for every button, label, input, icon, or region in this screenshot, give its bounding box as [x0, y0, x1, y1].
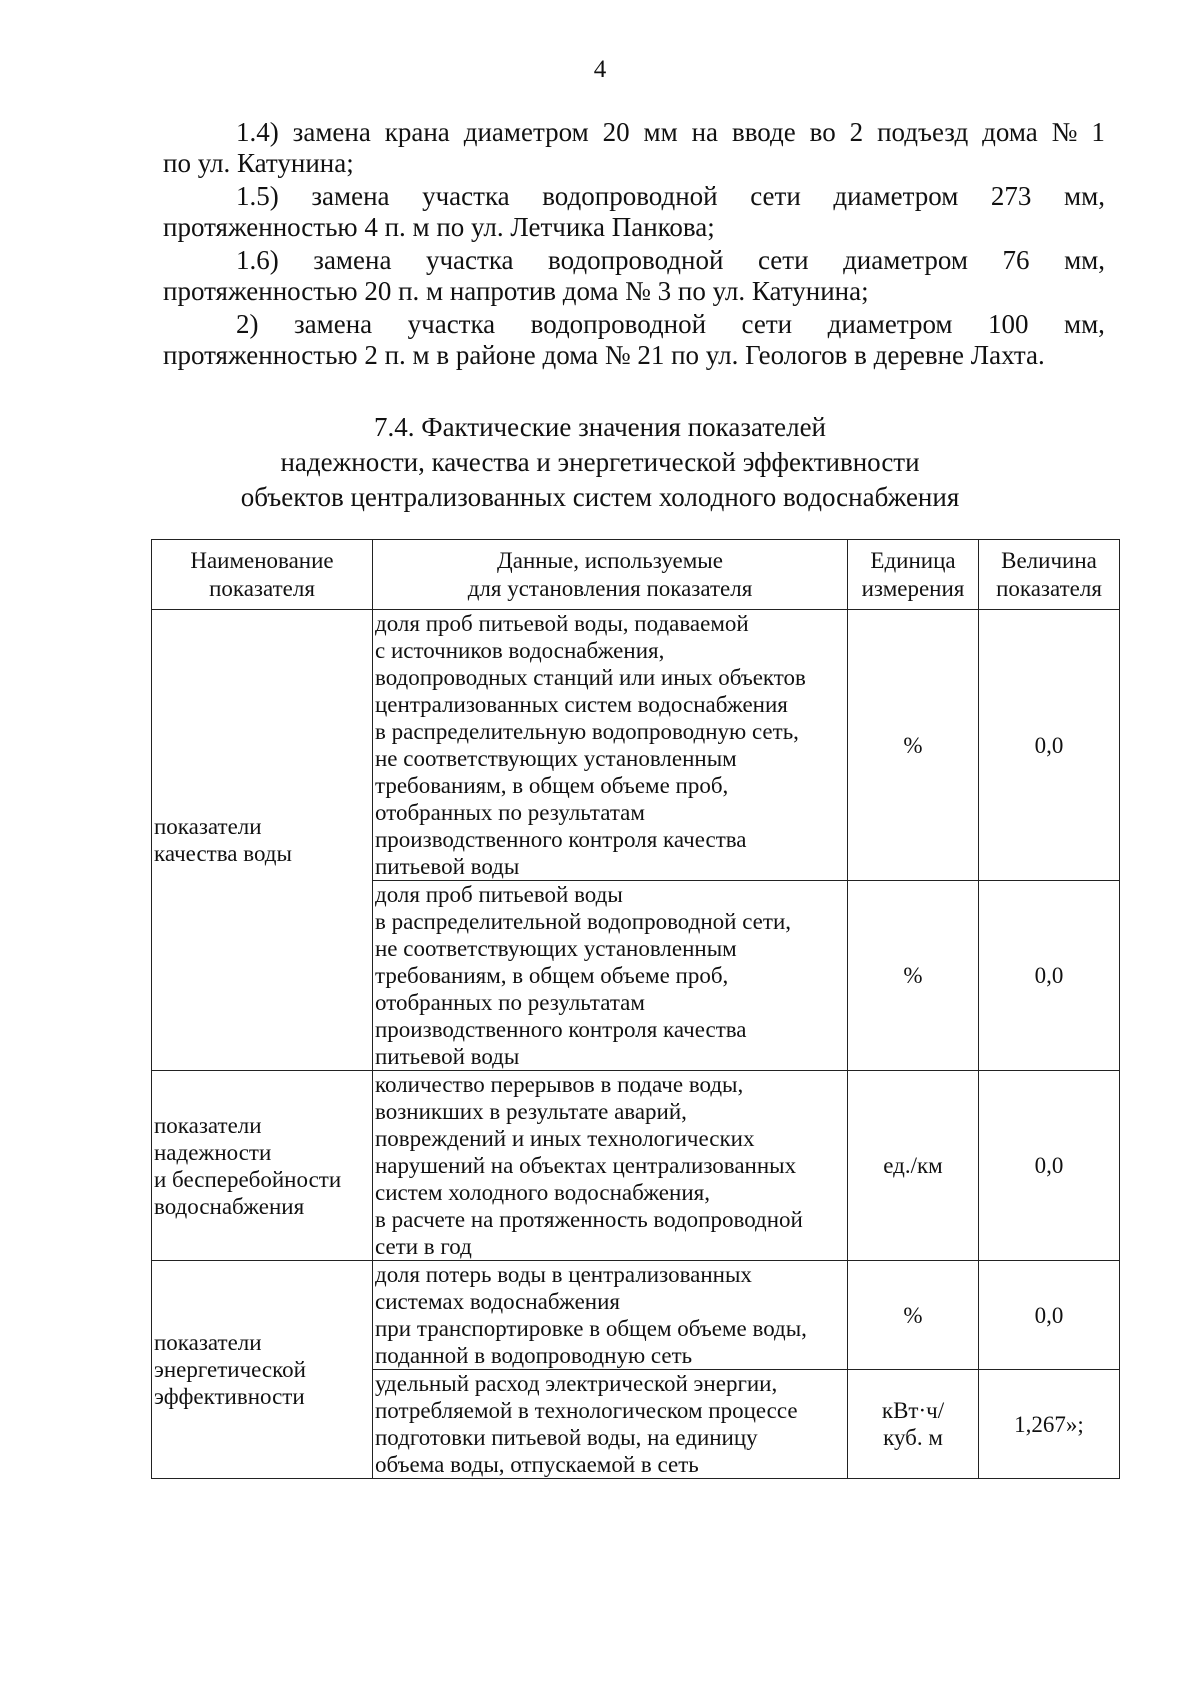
- unit-cell: ед./км: [848, 1071, 979, 1261]
- header-unit: Единица измерения: [848, 540, 979, 610]
- data-cell: количество перерывов в подаче воды, возникших в результате аварий, повреждений и иных технологических нарушений на объектах централизованных систем холодного водоснабжения, в расчете на протяженность водопроводной сети в год: [373, 1071, 848, 1261]
- value-cell: 0,0: [979, 1071, 1120, 1261]
- section-title-line: объектов централизованных систем холодного водоснабжения: [240, 482, 960, 512]
- section-title-line: 7.4. Фактические значения показателей: [373, 412, 827, 442]
- table-header-row: [152, 540, 1120, 610]
- indicators-table: [151, 539, 1120, 1479]
- value-cell: 0,0: [979, 1261, 1120, 1370]
- group-water-quality: показатели качества воды: [152, 610, 373, 1071]
- table-row: [152, 610, 1120, 881]
- list-item-2: [163, 309, 1105, 371]
- item-line: протяженностью 2 п. м в районе дома № 21 по ул. Геологов в деревне Лахта.: [163, 340, 1045, 370]
- data-cell: удельный расход электрической энергии, потребляемой в технологическом процессе подготовки питьевой воды, на единицу объема воды, отпускаемой в сеть: [373, 1370, 848, 1479]
- group-reliability: показатели надежности и бесперебойности водоснабжения: [152, 1071, 373, 1261]
- item-line: по ул. Катунина;: [163, 148, 354, 178]
- item-line: протяженностью 4 п. м по ул. Летчика Панкова;: [163, 212, 715, 242]
- item-line: 1.6) замена участка водопроводной сети диаметром 76 мм,: [236, 245, 1105, 275]
- table-row: [152, 1071, 1120, 1261]
- header-indicator-name: Наименование показателя: [152, 540, 373, 610]
- data-cell: доля потерь воды в централизованных системах водоснабжения при транспортировке в общем объеме воды, поданной в водопроводную сеть: [373, 1261, 848, 1370]
- header-value: Величина показателя: [979, 540, 1120, 610]
- list-item-1-5: [163, 181, 1105, 243]
- unit-cell: кВт·ч/ куб. м: [848, 1370, 979, 1479]
- value-cell: 0,0: [979, 610, 1120, 881]
- item-line: 1.4) замена крана диаметром 20 мм на вводе во 2 подъезд дома № 1: [236, 117, 1105, 147]
- list-item-1-6: [163, 245, 1105, 307]
- section-title: [0, 410, 1200, 515]
- group-energy-efficiency: показатели энергетической эффективности: [152, 1261, 373, 1479]
- header-source-data: Данные, используемые для установления показателя: [373, 540, 848, 610]
- item-line: протяженностью 20 п. м напротив дома № 3 по ул. Катунина;: [163, 276, 869, 306]
- table-row: [152, 1261, 1120, 1370]
- value-cell: 1,267»;: [979, 1370, 1120, 1479]
- value-cell: 0,0: [979, 881, 1120, 1071]
- unit-cell: %: [848, 610, 979, 881]
- section-title-line: надежности, качества и энергетической эффективности: [280, 447, 920, 477]
- unit-cell: %: [848, 1261, 979, 1370]
- unit-cell: %: [848, 881, 979, 1071]
- data-cell: доля проб питьевой воды, подаваемой с источников водоснабжения, водопроводных станций или иных объектов централизованных систем водоснабжения в распределительную водопроводную сеть, не соответствующих установленным требованиям, в общем объеме проб, отобранных по результатам производственного контроля качества питьевой воды: [373, 610, 848, 881]
- item-line: 1.5) замена участка водопроводной сети диаметром 273 мм,: [236, 181, 1105, 211]
- list-item-1-4: [163, 117, 1105, 179]
- page-number: 4: [593, 56, 607, 83]
- item-line: 2) замена участка водопроводной сети диаметром 100 мм,: [236, 309, 1105, 339]
- data-cell: доля проб питьевой воды в распределительной водопроводной сети, не соответствующих установленным требованиям, в общем объеме проб, отобранных по результатам производственного контроля качества питьевой воды: [373, 881, 848, 1071]
